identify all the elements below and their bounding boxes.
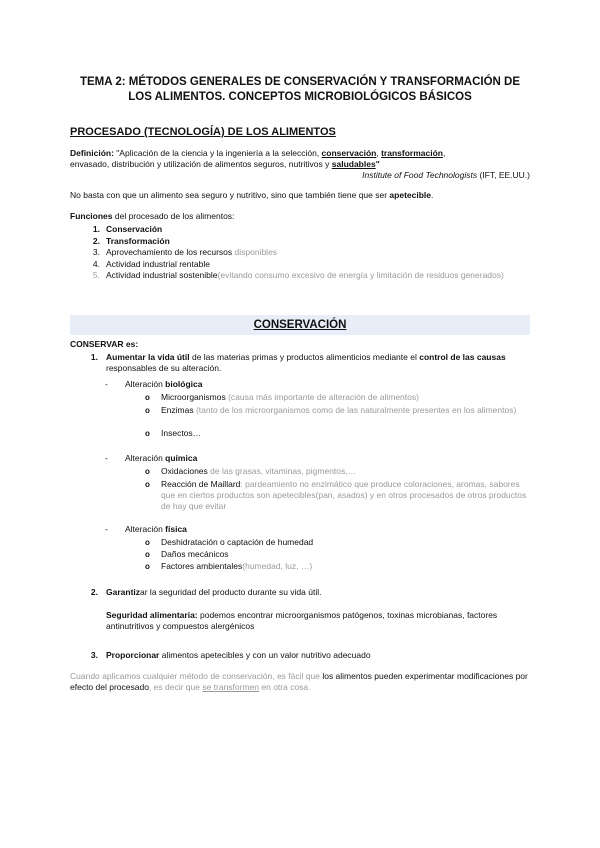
conservar-item-1 — [86, 352, 530, 374]
list-item — [86, 259, 530, 271]
definition-source — [70, 170, 530, 181]
source-rest: (IFT, EE.UU.) — [477, 170, 530, 180]
title-line-1: TEMA 2: MÉTODOS GENERALES DE CONSERVACIÓN Y TRANSFORMACIÓN DE — [79, 76, 521, 88]
item-number: 2. — [90, 587, 98, 597]
list-number: 1. — [92, 224, 100, 234]
bullet-dark: Daños mecánicos — [161, 549, 229, 559]
list-number: 3. — [92, 247, 100, 257]
definition-text-1: "Aplicación de la ciencia y la ingeniería a la selección, — [113, 148, 322, 158]
bullet-gray: (humedad, luz, …) — [242, 561, 313, 571]
funciones-bold: Funciones — [70, 211, 113, 221]
list-item — [86, 224, 530, 236]
seguridad-alimentaria — [86, 610, 530, 632]
item1-bold-2: control de las causas — [419, 352, 506, 362]
definition-comma: , — [376, 148, 382, 158]
item2-text: ar la seguridad del producto durante su vida útil. — [140, 587, 322, 597]
list-text: Conservación — [106, 224, 163, 234]
alt-bio-bold: biológica — [165, 379, 203, 389]
alteracion-quimica: - Alteración química — [105, 453, 198, 463]
bullet-gray: de las grasas, vitaminas, pigmentos,… — [207, 466, 357, 476]
funciones-intro — [70, 211, 530, 222]
final-gray-2: , es decir que — [148, 682, 203, 692]
bullet-item — [145, 428, 530, 439]
bullet-item — [145, 405, 530, 416]
seguridad-text: podemos encontrar microorganismos patógenos, toxinas microbianas, factores antinutritivos y compuestos alergénicos — [106, 610, 498, 631]
bullet-gray: : pardeamiento no enzimático que produce coloraciones, aromas, sabores que en ciertos productos son apetecibles(pan, asados) y en otros procesados de otros productos de hay que evitar — [161, 479, 527, 511]
conservar-label: CONSERVAR es: — [70, 339, 139, 349]
list-number: 2. — [92, 235, 100, 246]
item3-text: alimentos apetecibles y con un valor nutritivo adecuado — [159, 650, 371, 660]
bullet-icon: o — [145, 393, 150, 402]
definition-transformacion: transformación — [381, 148, 443, 158]
conservar-item-3 — [86, 650, 530, 661]
list-item — [86, 236, 530, 248]
list-number: 4. — [92, 258, 100, 269]
alt-fis-label: Alteración — [125, 524, 166, 534]
bullet-dark: Microorganismos — [161, 392, 226, 402]
alteracion-biologica: - Alteración biológica — [105, 379, 203, 389]
bullet-dark: Deshidratación o captación de humedad — [161, 537, 314, 547]
bullet-icon: o — [145, 550, 150, 559]
list-text: Actividad industrial rentable — [106, 258, 210, 269]
item-number: 3. — [90, 650, 98, 660]
item-number: 1. — [90, 352, 98, 362]
bullet-icon: o — [145, 467, 150, 476]
list-number: 5. — [92, 270, 100, 280]
final-underline: se transformen — [202, 682, 260, 692]
item2-bold: Garantiz — [106, 587, 141, 597]
alt-quim-label: Alteración — [125, 453, 166, 463]
apetecible-paragraph — [70, 190, 530, 201]
bullet-item — [145, 561, 530, 572]
alt-bio-label: Alteración — [125, 379, 166, 389]
funciones-rest: del procesado de los alimentos: — [112, 211, 235, 221]
definition-comma-2: , — [442, 148, 446, 158]
funciones-list-wrap — [86, 222, 530, 282]
final-dark: los alimentos pueden experimentar modificaciones por efecto del procesado — [70, 671, 528, 692]
item1-text-2: responsables de su alteración. — [106, 363, 222, 373]
bullet-icon: o — [145, 538, 150, 547]
page-title — [60, 75, 540, 105]
list-text-gray: (evitando consumo excesivo de energía y limitación de residuos generados) — [217, 270, 504, 280]
bullet-item — [145, 537, 530, 548]
bullet-dark: Reacción de Maillard — [161, 479, 241, 489]
apetecible-text: No basta con que un alimento sea seguro y nutritivo, sino que también tiene que ser — [70, 190, 390, 200]
list-text: Transformación — [106, 235, 170, 246]
bullet-icon: o — [145, 480, 150, 489]
bullet-icon: o — [145, 429, 150, 438]
final-gray-3: en otra cosa. — [259, 682, 311, 692]
list-item — [86, 247, 530, 259]
definition-paragraph — [70, 148, 530, 181]
bullet-dark: Insectos… — [161, 428, 202, 438]
title-line-2: LOS ALIMENTOS. CONCEPTOS MICROBIOLÓGICOS BÁSICOS — [128, 91, 472, 103]
item3-bold: Proporcionar — [106, 650, 160, 660]
list-text-gray: disponibles — [234, 247, 278, 257]
list-text: Aprovechamiento de los recursos — [106, 247, 235, 257]
section-heading-procesado: PROCESADO (TECNOLOGÍA) DE LOS ALIMENTOS — [70, 126, 336, 138]
bullet-dark: Oxidaciones — [161, 466, 208, 476]
bullet-item — [145, 549, 530, 560]
item1-bold-1: Aumentar la vida útil — [106, 352, 190, 362]
source-institute: Institute of Food Technologists — [362, 170, 478, 180]
bullet-dark: Enzimas — [161, 405, 194, 415]
section-heading-conservacion: CONSERVACIÓN — [70, 315, 530, 335]
bullet-gray: (causa más importante de alteración de alimentos) — [225, 392, 419, 402]
final-gray-1: Cuando aplicamos cualquier método de conservación, es fácil que — [70, 671, 323, 681]
funciones-list — [86, 224, 530, 282]
alteracion-fisica: - Alteración física — [105, 524, 187, 534]
definition-quote: " — [375, 159, 380, 169]
definition-text-2: envasado, distribución y utilización de alimentos seguros, nutritivos y — [70, 159, 332, 169]
apetecible-word: apetecible — [389, 190, 431, 200]
list-item — [86, 270, 530, 282]
bullet-icon: o — [145, 406, 150, 415]
definition-label: Definición: — [70, 148, 114, 158]
bullet-gray: (tanto de los microorganismos como de las naturalmente presentes en los alimentos) — [193, 405, 517, 415]
item1-text-1: de las materias primas y productos alimenticios mediante el — [189, 352, 420, 362]
apetecible-dot: . — [431, 190, 434, 200]
bullet-icon: o — [145, 562, 150, 571]
list-text: Actividad industrial sostenible — [106, 270, 218, 280]
bullet-item — [145, 466, 530, 477]
conservar-item-2 — [86, 587, 530, 598]
bullet-item — [145, 392, 530, 403]
alt-quim-bold: química — [165, 453, 198, 463]
seguridad-bold: Seguridad alimentaria: — [106, 610, 198, 620]
definition-conservacion: conservación — [321, 148, 377, 158]
closing-paragraph — [70, 671, 530, 693]
bullet-dark: Factores ambientales — [161, 561, 243, 571]
alt-fis-bold: física — [165, 524, 187, 534]
definition-saludables: saludables — [331, 159, 376, 169]
bullet-item — [145, 479, 530, 512]
